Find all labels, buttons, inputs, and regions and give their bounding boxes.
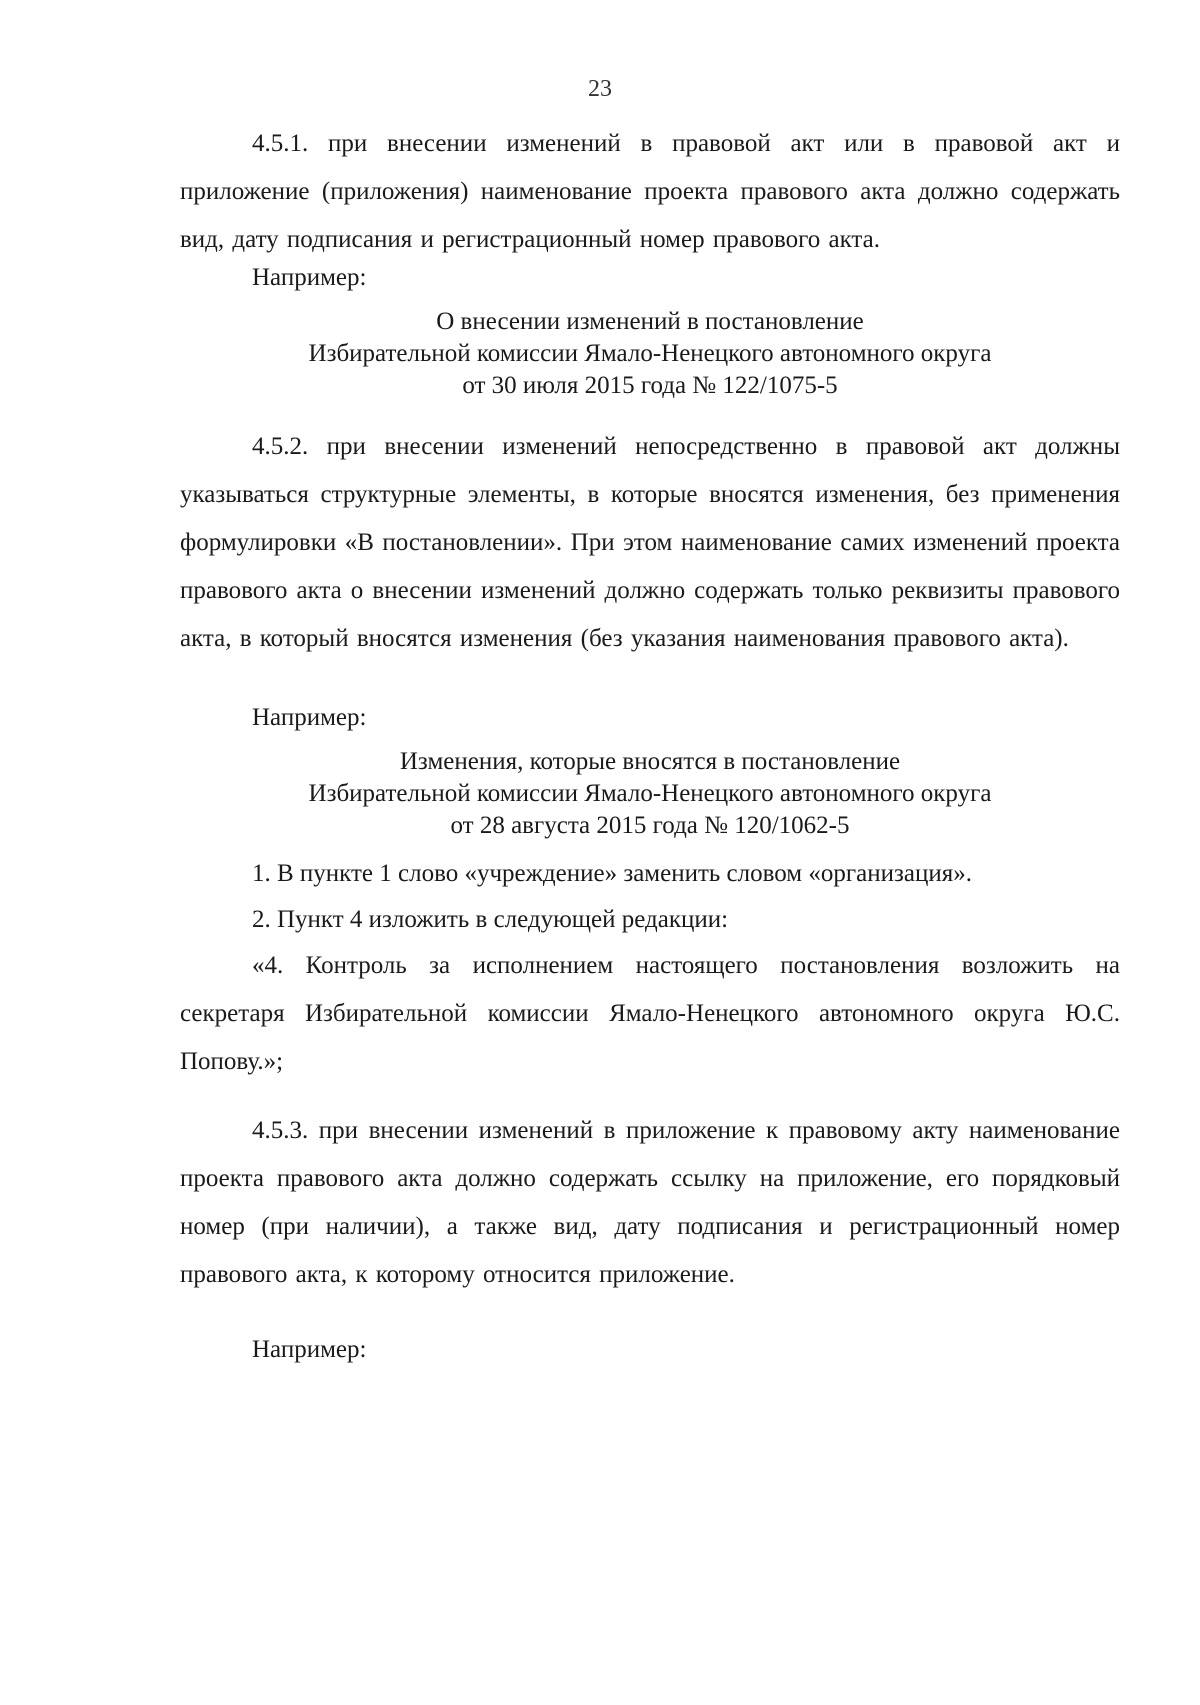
example-title-line: Избирательной комиссии Ямало-Ненецкого автономного округа: [308, 340, 992, 367]
paragraph-4-5-2: [180, 423, 1120, 663]
example-title-1: [180, 306, 1120, 402]
paragraph-text: 4.5.3. при внесении изменений в приложение к правовому акту наименование проекта правового акта должно содержать ссылку на приложение, его порядковый номер (при наличии), а также вид, дату подписания и регистрационный номер правового акта, к которому относится приложение.: [180, 1117, 1120, 1288]
paragraph-4-5-1: [180, 120, 1120, 264]
example-title-line: от 28 августа 2015 года № 120/1062-5: [450, 812, 850, 839]
example-title-line: Изменения, которые вносятся в постановление: [399, 748, 901, 775]
amendment-item-2: [180, 896, 1120, 944]
example-label: Например:: [252, 1336, 367, 1363]
paragraph-4-5-3: [180, 1107, 1120, 1299]
example-title-line: О внесении изменений в постановление: [436, 308, 864, 335]
amendment-text: 2. Пункт 4 изложить в следующей редакции:: [252, 906, 729, 933]
page-number: 23: [588, 76, 612, 102]
amendment-item-1: [180, 850, 1120, 898]
example-title-line: от 30 июля 2015 года № 122/1075-5: [462, 372, 838, 399]
example-title-line: Избирательной комиссии Ямало-Ненецкого автономного округа: [308, 780, 992, 807]
example-label: Например:: [252, 704, 367, 731]
amendment-text: 1. В пункте 1 слово «учреждение» заменить словом «организация».: [252, 860, 972, 887]
quote-text: «4. Контроль за исполнением настоящего постановления возложить на секретаря Избирательной комиссии Ямало-Ненецкого автономного округа Ю.С. Попову.»;: [180, 952, 1120, 1075]
amendment-quote: [180, 942, 1120, 1086]
paragraph-text: 4.5.2. при внесении изменений непосредственно в правовой акт должны указываться структурные элементы, в которые вносятся изменения, без применения формулировки «В постановлении». При этом наименование самих изменений проекта правового акта о внесении изменений должно содержать только реквизиты правового акта, в который вносятся изменения (без указания наименования правового акта).: [180, 433, 1120, 652]
example-label: Например:: [252, 264, 367, 291]
paragraph-text: 4.5.1. при внесении изменений в правовой акт или в правовой акт и приложение (приложения) наименование проекта правового акта должно содержать вид, дату подписания и регистрационный номер правового акта.: [180, 130, 1120, 253]
example-title-2: [180, 746, 1120, 842]
